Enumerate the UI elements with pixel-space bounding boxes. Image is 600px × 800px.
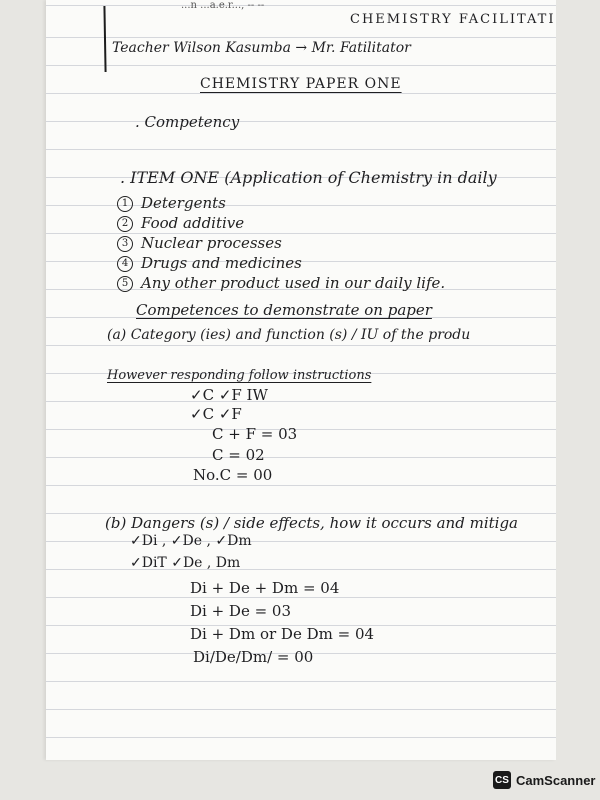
list-item: 5 Any other product used in our daily life. <box>117 273 445 293</box>
ticks-b-line: ✓DiT ✓De , Dm <box>130 555 241 571</box>
section-b-line: (b) Dangers (s) / side effects, how it occurs and mitiga <box>105 514 518 532</box>
rubric-b-line: Di + De + Dm = 04 <box>190 579 340 597</box>
rubric-b-line: Di/De/Dm/ = 00 <box>193 648 314 666</box>
product-list <box>117 193 445 293</box>
list-item: 3 Nuclear processes <box>117 233 445 253</box>
rubric-a-line: ✓C ✓F <box>190 405 242 423</box>
rubric-b-line: Di + Dm or De Dm = 04 <box>190 625 375 643</box>
list-item: 1 Detergents <box>117 193 445 213</box>
paper-title: CHEMISTRY PAPER ONE <box>200 76 402 92</box>
camscanner-logo-icon: CS <box>493 771 511 789</box>
header-right-title: CHEMISTRY FACILITATI <box>350 12 556 27</box>
circled-number: 2 <box>117 216 133 232</box>
rubric-a-line: C = 02 <box>212 446 265 464</box>
list-item: 2 Food additive <box>117 213 445 233</box>
item-one-heading: . ITEM ONE (Application of Chemistry in daily <box>120 168 497 187</box>
teacher-line: Teacher Wilson Kasumba → Mr. Fatilitator <box>112 40 411 56</box>
camscanner-label: CamScanner <box>516 772 596 788</box>
camscanner-watermark <box>493 771 595 789</box>
rubric-a-line: ✓C ✓F IW <box>190 386 268 404</box>
section-a-line: (a) Category (ies) and function (s) / IU of the produ <box>107 327 471 343</box>
competences-heading: Competences to demonstrate on paper <box>136 301 432 319</box>
top-scribble: ...n ...a.e.r..., -- -- <box>181 0 265 11</box>
rubric-a-line: No.C = 00 <box>193 466 273 484</box>
circled-number: 5 <box>117 276 133 292</box>
ticks-b-line: ✓Di , ✓De , ✓Dm <box>130 533 252 549</box>
instructions-line: However responding follow instructions <box>107 368 372 383</box>
circled-number: 1 <box>117 196 133 212</box>
rubric-a-line: C + F = 03 <box>212 425 298 443</box>
margin-stroke <box>103 6 106 72</box>
list-item: 4 Drugs and medicines <box>117 253 445 273</box>
rubric-b-line: Di + De = 03 <box>190 602 292 620</box>
competency-heading: . Competency <box>135 113 240 131</box>
circled-number: 3 <box>117 236 133 252</box>
circled-number: 4 <box>117 256 133 272</box>
